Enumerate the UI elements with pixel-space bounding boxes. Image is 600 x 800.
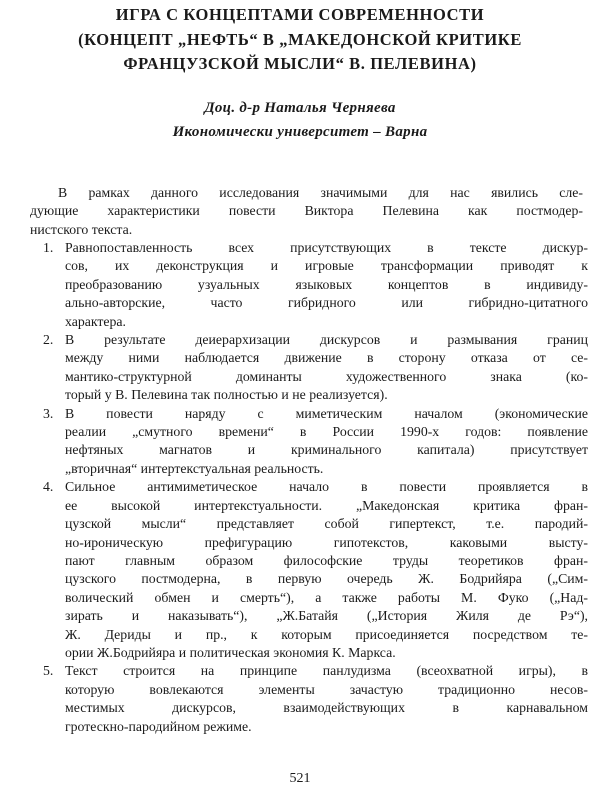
text-line: между ними наблюдается движение в сторону отказа от се-: [65, 350, 588, 366]
text-line: реалии „смутного времени“ в России 1990-х годов: появление: [65, 424, 588, 440]
title-line: (КОНЦЕПТ „НЕФТЬ“ В „МАКЕДОНСКОЙ КРИТИКЕ: [78, 29, 522, 49]
text-line: цузского постмодерна, в первую очередь Ж. Бодрийяра („Сим-: [65, 571, 588, 587]
list-item-text: [65, 331, 588, 405]
text-line: ально-авторские, часто гибридного или гибридно-цитатного: [65, 295, 588, 311]
text-line: но-ироническую префигурацию гипотекстов, каковыми высту-: [65, 534, 588, 550]
text-line: ории Ж.Бодрийяра и политическая экономия К. Маркса.: [65, 644, 396, 660]
intro-paragraph: [30, 184, 583, 239]
text-line: дующие характеристики повести Виктора Пелевина как постмодер-: [30, 203, 583, 219]
list-item: [43, 662, 588, 736]
title-line: ФРАНЦУЗСКОЙ МЫСЛИ“ В. ПЕЛЕВИНА): [123, 54, 477, 73]
list-item: [43, 405, 588, 479]
text-line: нистского текста.: [30, 221, 133, 237]
list-item-number: 5.: [43, 663, 54, 679]
text-line: торый у В. Пелевина так полностью и не реализуется).: [65, 387, 388, 403]
text-line: В рамках данного исследования значимыми для нас явились сле-: [58, 185, 583, 200]
list-item: [43, 331, 588, 405]
text-line: цузской мысли“ представляет собой гипертекст, т.е. пародий-: [65, 516, 588, 532]
list-item-number: 3.: [43, 405, 54, 421]
text-line: которую вовлекаются элементы зачастую традиционно несов-: [65, 681, 588, 697]
text-line: В повести наряду с миметическим началом (экономические: [65, 405, 588, 421]
page-number: 521: [289, 771, 311, 786]
text-line: характера.: [65, 313, 127, 329]
text-line: Текст строится на принципе панлудизма (всеохватной игры), в: [65, 663, 588, 679]
list-item-number: 2.: [43, 332, 54, 348]
text-line: сов, их деконструкция и игровые трансформации приводят к: [65, 258, 588, 274]
list-item-number: 4.: [43, 479, 54, 495]
title-line: ИГРА С КОНЦЕПТАМИ СОВРЕМЕННОСТИ: [115, 5, 485, 24]
text-line: Равнопоставленность всех присутствующих в тексте дискур-: [65, 240, 588, 255]
text-line: мантико-структурной доминанты художественного знака (ко-: [65, 368, 588, 384]
list-item: [43, 478, 588, 662]
text-line: „вторичная“ интертекстуальная реальность.: [65, 460, 324, 476]
list-item-text: [65, 405, 588, 479]
list-item-text: [65, 478, 588, 662]
list-item-text: [65, 239, 588, 331]
characteristics-list: [43, 239, 588, 736]
list-item: [43, 239, 588, 331]
text-line: зирать и наказывать“), „Ж.Батайя („История Жиля де Рэ“),: [65, 608, 588, 624]
text-line: Ж. Дериды и пр., к которым присоединяется посредством те-: [65, 626, 588, 642]
text-line: волический обмен и смерть“), а также работы М. Фуко („Над-: [65, 589, 588, 605]
text-line: гротескно-пародийном режиме.: [65, 718, 252, 734]
text-line: Сильное антимиметическое начало в повести проявляется в: [65, 479, 588, 495]
article-title: [14, 3, 586, 77]
text-line: пают главным образом философские труды теоретиков фран-: [65, 552, 588, 568]
text-line: ее высокой интертекстуальности. „Македонская критика фран-: [65, 497, 588, 513]
text-line: В результате деиерархизации дискурсов и размывания границ: [65, 332, 588, 348]
text-line: местимых дискурсов, взаимодействующих в карнавальном: [65, 700, 588, 716]
text-line: нефтяных магнатов и криминального капитала) присутствует: [65, 442, 588, 458]
list-item-number: 1.: [43, 240, 54, 255]
author-affiliation: Икономически университет – Варна: [172, 124, 428, 140]
text-line: преобразованию узуальных языковых концептов в индивиду-: [65, 276, 588, 292]
author-name: Доц. д-р Наталья Черняева: [204, 100, 396, 116]
list-item-text: [65, 662, 588, 736]
